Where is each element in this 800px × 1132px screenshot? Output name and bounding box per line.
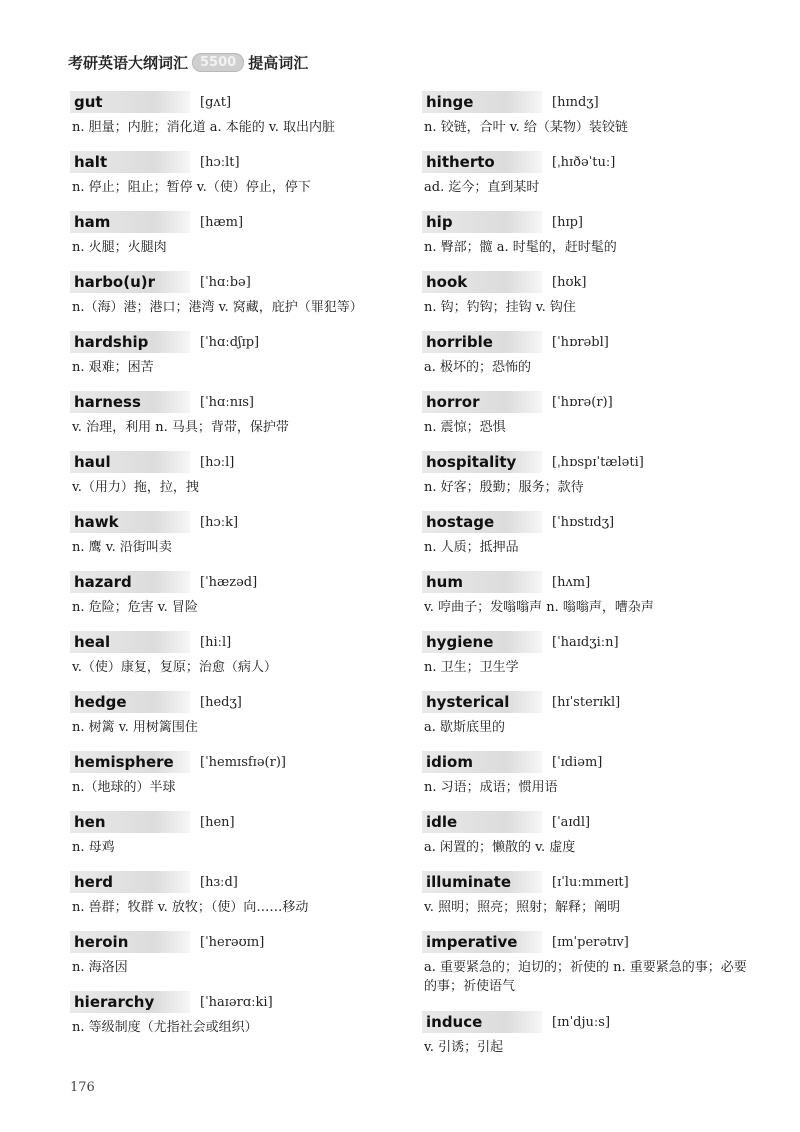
entry-definition: n. 停止；阻止；暂停 v.（使）停止，停下 — [72, 180, 311, 195]
entry-definition: n. 习语；成语；惯用语 — [424, 780, 558, 795]
vocab-entry — [422, 450, 752, 510]
entry-phonetic: [ˌhɒspɪˈtæləti] — [552, 454, 644, 470]
entry-phonetic: [hʌm] — [552, 574, 591, 590]
vocab-entry — [70, 330, 400, 390]
entry-phonetic: [ˈhɑːnɪs] — [200, 394, 254, 410]
entry-definition: n. 人质；抵押品 — [424, 540, 519, 555]
entry-phonetic: [hɔːlt] — [200, 154, 240, 170]
vocab-entry — [422, 90, 752, 150]
entry-phonetic: [ˌhɪðəˈtuː] — [552, 154, 616, 170]
entry-phonetic: [ˈherəʊɪn] — [200, 934, 265, 950]
entry-phonetic: [ɪnˈdjuːs] — [552, 1014, 611, 1030]
entry-definition: n. 震惊；恐惧 — [424, 420, 506, 435]
entry-phonetic: [ˈhɒrəbl] — [552, 334, 609, 350]
entry-phonetic: [hæm] — [200, 214, 244, 230]
vocab-entry — [70, 930, 400, 990]
vocab-entry — [70, 630, 400, 690]
entry-word: hazard — [70, 571, 190, 593]
vocab-entry — [70, 750, 400, 810]
entry-word: harbo(u)r — [70, 271, 190, 293]
vocab-entry — [422, 1010, 752, 1070]
entry-word: hawk — [70, 511, 190, 533]
entry-word: harness — [70, 391, 190, 413]
entry-phonetic: [hɪp] — [552, 214, 583, 230]
vocab-entry — [70, 510, 400, 570]
header-title-right: 提高词汇 — [248, 54, 309, 72]
entry-definition: v. 治理，利用 n. 马具；背带，保护带 — [72, 420, 289, 435]
vocab-entry — [70, 870, 400, 930]
entry-definition: n. 火腿；火腿肉 — [72, 240, 167, 255]
entry-definition: ad. 迄今；直到某时 — [424, 180, 540, 195]
entry-definition: v.（使）康复，复原；治愈（病人） — [72, 660, 277, 675]
entry-phonetic: [ˈhɑːbə] — [200, 274, 251, 290]
left-column — [70, 90, 400, 1050]
entry-phonetic: [hɔːl] — [200, 454, 235, 470]
entry-word: imperative — [422, 931, 542, 953]
entry-phonetic: [ˈhɒrə(r)] — [552, 394, 613, 410]
entry-word: hostage — [422, 511, 542, 533]
vocab-entry — [422, 810, 752, 870]
entry-definition: n.（海）港；港口；港湾 v. 窝藏，庇护（罪犯等） — [72, 300, 363, 315]
entry-word: herd — [70, 871, 190, 893]
entry-definition: n.（地球的）半球 — [72, 780, 176, 795]
entry-word: hinge — [422, 91, 542, 113]
entry-definition: n. 树篱 v. 用树篱围住 — [72, 720, 198, 735]
vocab-entry — [70, 150, 400, 210]
entry-phonetic: [hɔːk] — [200, 514, 239, 530]
entry-definition: v. 引诱；引起 — [424, 1040, 504, 1055]
entry-phonetic: [ˈaɪdl] — [552, 814, 591, 830]
entry-word: horrible — [422, 331, 542, 353]
entry-word: haul — [70, 451, 190, 473]
entry-word: hardship — [70, 331, 190, 353]
entry-word: illuminate — [422, 871, 542, 893]
vocab-entry — [70, 690, 400, 750]
vocab-entry — [70, 990, 400, 1050]
entry-word: hedge — [70, 691, 190, 713]
entry-word: hip — [422, 211, 542, 233]
entry-phonetic: [hedʒ] — [200, 694, 242, 710]
entry-definition: a. 歇斯底里的 — [424, 720, 506, 735]
entry-definition: n. 好客；殷勤；服务；款待 — [424, 480, 584, 495]
entry-definition: n. 钩；钓钩；挂钩 v. 钩住 — [424, 300, 576, 315]
vocab-entry — [70, 570, 400, 630]
entry-word: idle — [422, 811, 542, 833]
entry-word: heal — [70, 631, 190, 653]
entry-definition: n. 兽群；牧群 v. 放牧；（使）向……移动 — [72, 900, 309, 915]
vocab-entry — [70, 810, 400, 870]
entry-word: gut — [70, 91, 190, 113]
entry-definition: n. 铰链，合叶 v. 给（某物）装铰链 — [424, 120, 628, 135]
entry-word: horror — [422, 391, 542, 413]
entry-definition: n. 艰难；困苦 — [72, 360, 154, 375]
entry-phonetic: [ˈhɒstɪdʒ] — [552, 514, 615, 530]
entry-definition: n. 母鸡 — [72, 840, 115, 855]
entry-phonetic: [ˈhaɪdʒiːn] — [552, 634, 619, 650]
entry-phonetic: [hen] — [200, 814, 235, 830]
vocab-entry — [422, 570, 752, 630]
entry-phonetic: [ˈhaɪərɑːki] — [200, 994, 273, 1010]
entry-word: hysterical — [422, 691, 542, 713]
entry-definition: a. 闲置的；懒散的 v. 虚度 — [424, 840, 576, 855]
entry-phonetic: [hʊk] — [552, 274, 587, 290]
entry-phonetic: [ˈhæzəd] — [200, 574, 258, 590]
entry-word: induce — [422, 1011, 542, 1033]
entry-phonetic: [hɪndʒ] — [552, 94, 599, 110]
vocab-entry — [70, 450, 400, 510]
vocab-entry — [422, 390, 752, 450]
entry-word: hum — [422, 571, 542, 593]
vocab-entry — [422, 510, 752, 570]
vocab-entry — [422, 630, 752, 690]
entry-definition: n. 鹰 v. 沿街叫卖 — [72, 540, 172, 555]
page-number: 176 — [70, 1080, 95, 1095]
right-column — [422, 90, 752, 1070]
entry-word: hen — [70, 811, 190, 833]
entry-word: hospitality — [422, 451, 542, 473]
vocab-entry — [70, 390, 400, 450]
entry-word: hierarchy — [70, 991, 190, 1013]
entry-definition: v. 照明；照亮；照射；解释；阐明 — [424, 900, 621, 915]
vocab-entry — [422, 270, 752, 330]
entry-phonetic: [hɜːd] — [200, 874, 238, 890]
entry-definition: n. 臀部；髋 a. 时髦的，赶时髦的 — [424, 240, 617, 255]
vocab-entry — [422, 150, 752, 210]
entry-definition: n. 危险；危害 v. 冒险 — [72, 600, 198, 615]
entry-definition: n. 等级制度（尤指社会或组织） — [72, 1020, 258, 1035]
vocab-entry — [422, 330, 752, 390]
vocab-entry — [422, 210, 752, 270]
entry-phonetic: [ɪˈluːmɪneɪt] — [552, 874, 629, 890]
entry-definition: a. 极坏的；恐怖的 — [424, 360, 532, 375]
vocab-entry — [422, 870, 752, 930]
entry-definition: n. 胆量；内脏；消化道 a. 本能的 v. 取出内脏 — [72, 120, 335, 135]
vocab-entry — [70, 90, 400, 150]
vocab-entry — [70, 270, 400, 330]
entry-phonetic: [ˈɪdiəm] — [552, 754, 603, 770]
entry-definition: v.（用力）拖，拉，拽 — [72, 480, 199, 495]
entry-word: ham — [70, 211, 190, 233]
entry-word: hemisphere — [70, 751, 190, 773]
vocab-entry — [70, 210, 400, 270]
entry-phonetic: [ˈhɑːdʃɪp] — [200, 334, 260, 350]
entry-word: hitherto — [422, 151, 542, 173]
entry-phonetic: [ˈhemɪsfɪə(r)] — [200, 754, 286, 770]
entry-phonetic: [gʌt] — [200, 94, 232, 110]
entry-word: idiom — [422, 751, 542, 773]
page-header — [68, 52, 308, 73]
entry-phonetic: [hɪˈsterɪkl] — [552, 694, 621, 710]
vocab-entry — [422, 690, 752, 750]
entry-word: halt — [70, 151, 190, 173]
entry-word: hook — [422, 271, 542, 293]
entry-phonetic: [ɪmˈperətɪv] — [552, 934, 629, 950]
vocab-entry — [422, 930, 752, 1010]
entry-definition: n. 卫生；卫生学 — [424, 660, 519, 675]
entry-word: hygiene — [422, 631, 542, 653]
entry-word: heroin — [70, 931, 190, 953]
header-title-left: 考研英语大纲词汇 — [68, 54, 189, 72]
entry-definition: n. 海洛因 — [72, 960, 128, 975]
entry-definition: a. 重要紧急的；迫切的；祈使的 n. 重要紧急的事；必要的事；祈使语气 — [424, 960, 747, 994]
header-count-badge: 5500 — [192, 53, 244, 72]
entry-definition: v. 哼曲子；发嗡嗡声 n. 嗡嗡声，嘈杂声 — [424, 600, 654, 615]
vocab-entry — [422, 750, 752, 810]
entry-phonetic: [hiːl] — [200, 634, 232, 650]
